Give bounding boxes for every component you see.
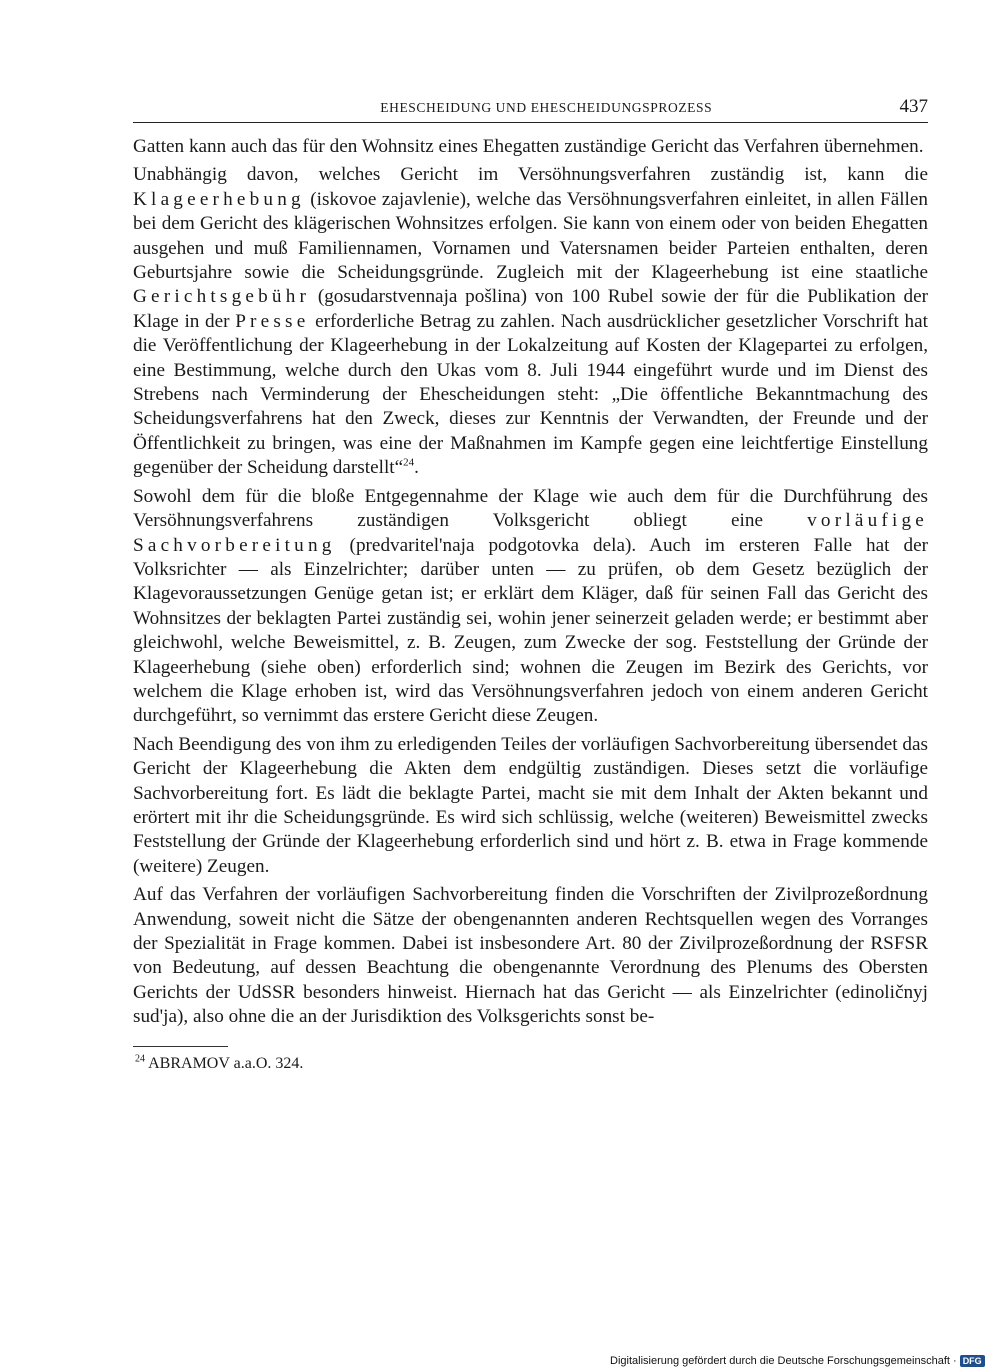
body-text xyxy=(133,135,928,1030)
book-page xyxy=(133,96,928,1073)
text-run: Gatten kann auch das für den Wohnsitz eines Ehegatten zuständige Gericht das Verfahren übernehmen. xyxy=(133,136,924,157)
spaced-emphasis: Klageerhebung xyxy=(133,188,305,210)
paragraph xyxy=(133,485,928,729)
paragraph xyxy=(133,733,928,879)
footnote-number: 24 xyxy=(135,1053,145,1065)
text-run: Auf das Verfahren der vorläufigen Sachvorbereitung finden die Vorschriften der Zivilprozeßordnung Anwendung, soweit nicht die Sätze der obengenannten anderen Rechtsquellen wegen des Vorranges der Spezialität in Frage kommen. Dabei ist insbesondere Art. 80 der Zivilprozeßordnung der RSFSR von Bedeutung, auf dessen Beachtung die obengenannte Verordnung des Plenums des Obersten Gerichts der UdSSR besonders hinweist. Hiernach hat das Gericht — als Einzelrichter (edinoličnyj sud'ja), also ohne die an der Jurisdiktion des Volksgerichts sonst be- xyxy=(133,884,928,1028)
running-title: EHESCHEIDUNG UND EHESCHEIDUNGSPROZESS xyxy=(380,100,713,115)
spaced-emphasis: vorläufige Sachvorbereitung xyxy=(133,510,928,556)
running-header xyxy=(133,96,928,123)
text-run: Unabhängig davon, welches Gericht im Versöhnungsverfahren zuständig ist, kann die xyxy=(133,164,928,186)
digitization-credit-text: Digitalisierung gefördert durch die Deutsche Forschungsgemeinschaft · xyxy=(610,1355,957,1367)
text-run: erforderliche Betrag zu zahlen. Nach ausdrücklicher gesetzlicher Vorschrift hat die Veröffentlichung der Klageerhebung in der Lokalzeitung auf Kosten der Klagepartei zu erfolgen, eine Bestimmung, welche durch den Ukas vom 8. Juli 1944 eingeführt wurde und im Dienst des Strebens nach Verminderung der Ehescheidungen steht: „Die öffentliche Bekanntmachung des Scheidungsverfahrens hat den Zweck, dieses zur Kenntnis der Verwandten, der Freunde und der Öffentlichkeit zu bringen, was eine der Maßnahmen im Kampfe gegen eine leichtfertige Einstellung gegenüber der Scheidung darstellt“ xyxy=(133,310,928,479)
spaced-emphasis: Presse xyxy=(235,310,310,332)
text-run: (gosudarstvennaja pošlina) von 100 Rubel sowie der für die Publikation der Klage in der xyxy=(133,286,928,332)
paragraph xyxy=(133,883,928,1029)
text-run: Sowohl dem für die bloße Entgegennahme der Klage wie auch dem für die Durchführung des Versöhnungsverfahrens zuständigen Volksgericht obliegt eine xyxy=(133,485,928,532)
text-run: (iskovoe zajavlenie), welche das Versöhnungsverfahren einleitet, in allen Fällen bei dem Gericht des klägerischen Wohnsitzes erfolgen. Sie kann von einem oder von beiden Ehegatten ausgehen und muß Familiennamen, Vornamen und Vatersnamen beider Parteien enthalten, deren Geburtsjahre sowie die Scheidungsgründe. Zugleich mit der Klageerhebung ist eine staatliche xyxy=(133,188,928,284)
page-number: 437 xyxy=(899,96,928,117)
digitization-credit xyxy=(610,1355,985,1367)
text-run: Nach Beendigung des von ihm zu erledigenden Teiles der vorläufigen Sachvorbereitung übersendet das Gericht der Klageerhebung die Akten dem endgültig zuständigen. Dieses setzt die vorläufige Sachvorbereitung fort. Es lädt die beklagte Partei, macht sie mit dem Inhalt der Akten bekannt und erörtert mit ihr die Scheidungsgründe. Es wird sich schlüssig, welche (weiteren) Beweismittel zwecks Feststellung der Gründe der Klageerhebung erforderlich sind und hört z. B. etwa in Frage kommende (weitere) Zeugen. xyxy=(133,733,928,877)
text-run: (predvaritel'naja podgotovka dela). Auch im ersteren Falle hat der Volksrichter — als Einzelrichter; darüber unten — zu prüfen, ob dem Gesetz bezüglich der Klagevoraussetzungen Genüge getan ist; er erklärt dem Kläger, daß für seinen Fall das Gericht des Wohnsitzes der beklagten Partei zuständig sei, wohin jener seinerzeit geladen werde; er bestimmt aber gleichwohl, welche Beweismittel, z. B. Zeugen, zum Zwecke der sog. Feststellung der Gründe der Klageerhebung (siehe oben) erforderlich sind; wohnen die Zeugen im Bezirk des Gerichts, vor welchem die Klage erhoben ist, wird das Versöhnungsverfahren jedoch von einem anderen Gericht durchgeführt, so vernimmt das erstere Gericht diese Zeugen. xyxy=(133,534,928,727)
footnote-rule xyxy=(133,1046,228,1047)
footnote-reference: 24 xyxy=(403,456,415,469)
paragraph xyxy=(133,163,928,480)
text-run: . xyxy=(414,457,419,479)
paragraph xyxy=(133,135,928,159)
footnote-text: ABRAMOV a.a.O. 324. xyxy=(148,1054,304,1072)
dfg-logo-icon: DFG xyxy=(960,1355,985,1367)
footnote xyxy=(133,1055,928,1073)
spaced-emphasis: Gerichtsgebühr xyxy=(133,286,311,308)
